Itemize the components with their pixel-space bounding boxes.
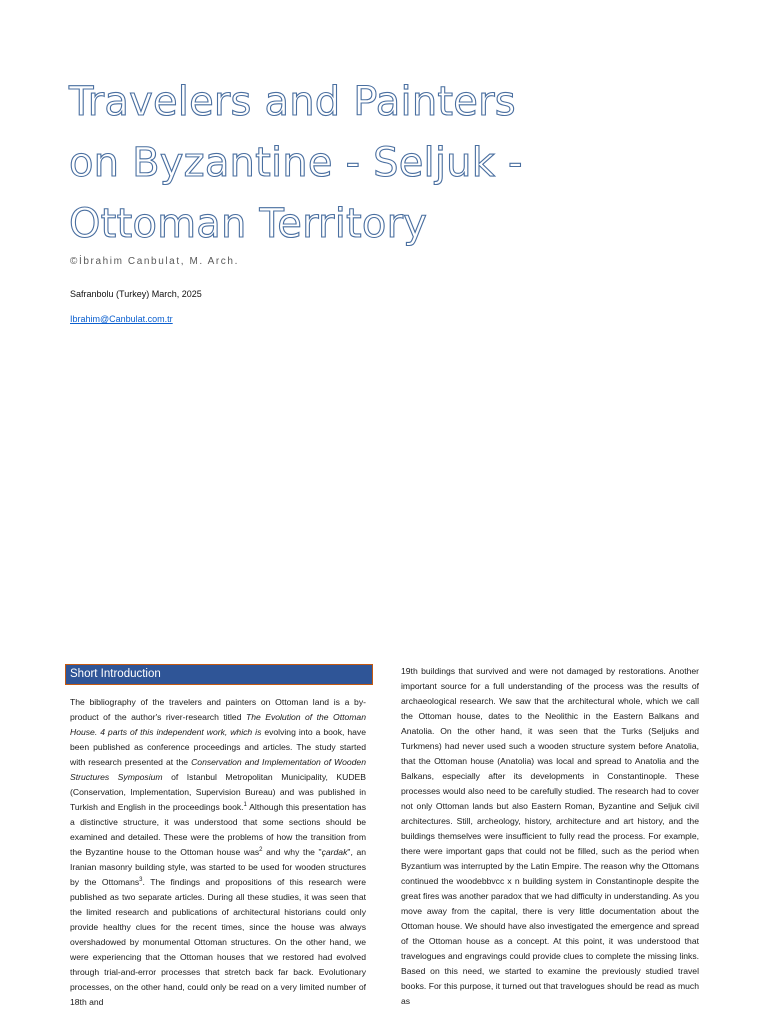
- section-heading: Short Introduction: [65, 664, 373, 685]
- body-column-right: 19th buildings that survived and were not damaged by restorations. Another important source for a full understanding of the process was the results of archaeological research. We saw that the architectural whole, which we call the Ottoman house, dates to the Neolithic in the Eastern Balkans and Anatolia. On the other hand, it was seen that the Turks (Seljuks and Turkmens) had never used such a wooden structure system before Anatolia, that the Ottoman house (Anatolia) was local and spread to Anatolia and the Balkans, especially after its developments in Constantinople. These processes would also need to be carefully studied. The research had to cover not only Ottoman lands but also Eastern Roman, Byzantine and Seljuk civil architectures. Still, archeology, history, architecture and art history, and the buildings themselves were insufficient to fully read the process. For example, there were important gaps that could not be filled, such as the period when Byzantium was interrupted by the Latin Empire. The reason why the Ottomans continued the woodebbvcc x n building system in Constantinople despite the great fires was another paradox that we had difficulty in understanding. As you move away from the capital, there is very little documentation about the Ottoman house. We should have also investigated the emergence and spread of the Ottoman house as a concept. At this point, it was understood that travelogues and engravings could provide clues to complete the missing links. Based on this need, we started to examine the previously studied travel books. For this purpose, it turned out that travelogues should be read as much as: [401, 666, 699, 1006]
- symposium-name: Conservation and Implementation of Wooden Structures Symposium: [70, 757, 366, 782]
- body-text: The bibliography of the travelers and painters on Ottoman land is a by-product of the author's river-research titled: [70, 697, 366, 722]
- book-title: The Evolution of the Ottoman House: [70, 712, 366, 737]
- body-text: Although this presentation has a distinctive structure, it was understood that some sections should be examined and detailed. These were the problems of how the transition from the Byzantine house to the Ottoman house was: [70, 802, 366, 857]
- title-line: Travelers and Painters: [69, 79, 516, 125]
- body-text: and why the ": [262, 847, 322, 857]
- author-line: ©İbrahim Canbulat, M. Arch.: [70, 256, 239, 267]
- body-column-left: [70, 695, 366, 1024]
- title-line: Ottoman Territory: [69, 201, 428, 247]
- footnote-ref[interactable]: 2: [259, 847, 263, 854]
- place-date: Safranbolu (Turkey) March, 2025: [70, 289, 202, 299]
- term-cardak: çardak: [321, 847, 348, 857]
- body-text: ", an Iranian masonry building style, was started to be used for wooden structures by the Ottomans: [70, 847, 366, 887]
- footnote-ref[interactable]: 3: [139, 877, 143, 884]
- body-text: evolving into a book, have been published as conference proceedings and articles. The study started with research presented at the: [70, 727, 366, 767]
- body-text: . The findings and propositions of this research were published as two separate articles. During all these studies, it was seen that the limited research and publications of architectural historians could only provide healthy clues for the recent times, since the house was always overshadowed by monumental Ottoman structures. On the other hand, we were experiencing that the Ottoman houses that we restored had evolved through trial-and-error processes that stretch back far back. Evolutionary processes, on the other hand, could only be read on a very limited number of 18th and: [70, 877, 366, 1007]
- footnote-ref[interactable]: 1: [243, 802, 247, 809]
- body-text-italic: . 4 parts of this independent work, which is: [94, 727, 265, 737]
- title-line: on Byzantine - Seljuk -: [69, 140, 523, 186]
- body-text: of Istanbul Metropolitan Municipality, KUDEB (Conservation, Implementation, Supervision Bureau) and was published in Turkish and English in the proceedings book.: [70, 772, 366, 812]
- document-title: [69, 72, 669, 255]
- email-link[interactable]: Ibrahim@Canbulat.com.tr: [70, 314, 173, 324]
